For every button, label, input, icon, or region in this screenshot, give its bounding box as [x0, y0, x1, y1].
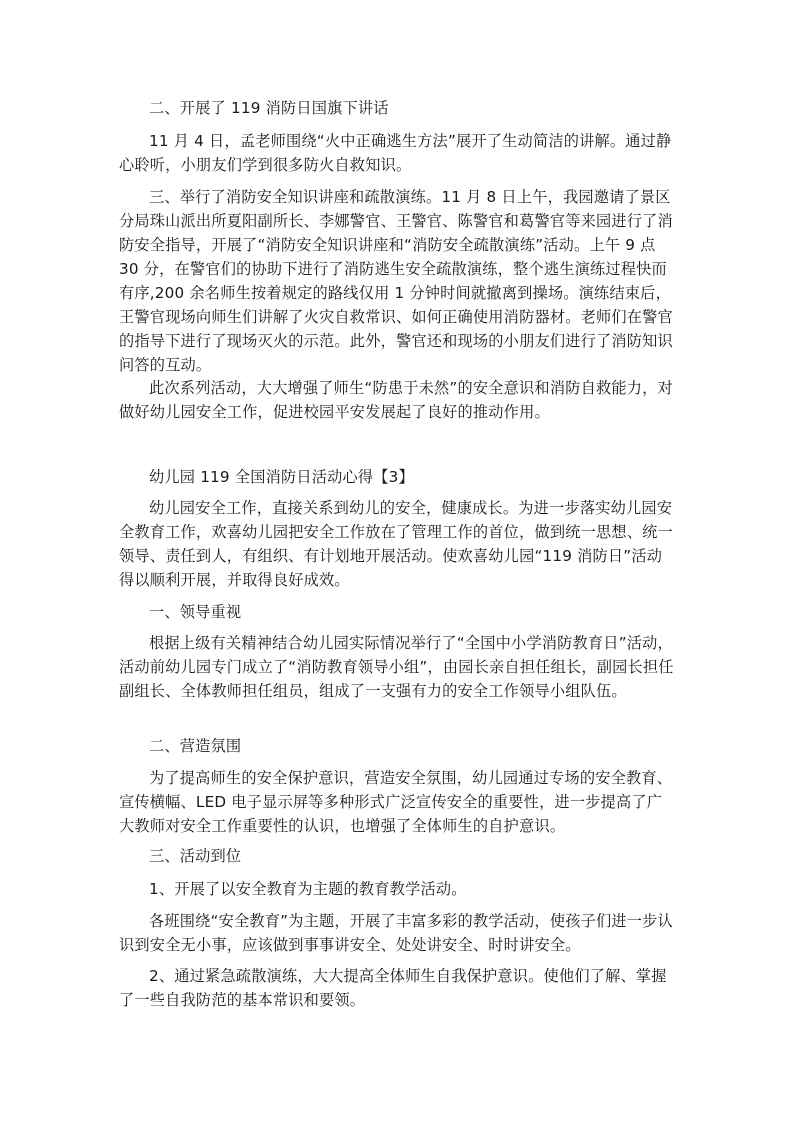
- article-title: 幼儿园 119 全国消防日活动心得【3】: [149, 468, 414, 486]
- section-heading: 二、营造氛围: [149, 737, 242, 755]
- paragraph: 根据上级有关精神结合幼儿园实际情况举行了“全国中小学消防教育日”活动，活动前幼儿园专门成立了“消防教育领导小组”，由园长亲自担任组长，副园长担任副组长、全体教师担任组员，组成了一支强有力的安全工作领导小组队伍。: [119, 634, 674, 700]
- section-heading: 三、活动到位: [149, 847, 242, 865]
- paragraph: 为了提高师生的安全保护意识，营造安全氛围，幼儿园通过专场的安全教育、宣传横幅、LED 电子显示屏等多种形式广泛宣传安全的重要性，进一步提高了广大教师对安全工作重要性的认识，也增强了全体师生的自护意识。: [119, 769, 673, 835]
- section-heading: 一、领导重视: [149, 603, 242, 621]
- list-item: 1、开展了以安全教育为主题的教育教学活动。: [149, 880, 467, 898]
- paragraph: 幼儿园安全工作，直接关系到幼儿的安全，健康成长。为进一步落实幼儿园安全教育工作，欢喜幼儿园把安全工作放在了管理工作的首位，做到统一思想、统一领导、责任到人，有组织、有计划地开展活动。使欢喜幼儿园“119 消防日”活动得以顺利开展，并取得良好成效。: [119, 499, 673, 589]
- section-heading: 二、开展了 119 消防日国旗下讲话: [149, 99, 389, 117]
- paragraph: 11 月 4 日，孟老师围绕“火中正确逃生方法”展开了生动简洁的讲解。通过静心聆听，小朋友们学到很多防火自救知识。: [119, 132, 672, 174]
- paragraph: 各班围绕“安全教育”为主题，开展了丰富多彩的教学活动，使孩子们进一步认识到安全无小事，应该做到事事讲安全、处处讲安全、时时讲安全。: [119, 912, 673, 954]
- paragraph: 2、通过紧急疏散演练，大大提高全体师生自我保护意识。使他们了解、掌握了一些自我防范的基本常识和要领。: [119, 967, 667, 1009]
- paragraph: 三、举行了消防安全知识讲座和疏散演练。11 月 8 日上午，我园邀请了景区分局珠山派出所夏阳副所长、李娜警官、王警官、陈警官和葛警官等来园进行了消防安全指导，开展了“消防安全知识讲座和“消防安全疏散演练”活动。上午 9 点 30 分，在警官们的协助下进行了消防逃生安全疏散演练，整个逃生演练过程快而有序,200 余名师生按着规定的路线仅用 1 分钟时间就撤离到操场。演练结束后，王警官现场向师生们讲解了火灾自救常识、如何正确使用消防器材。老师们在警官的指导下进行了现场灭火的示范。此外，警官还和现场的小朋友们进行了消防知识问答的互动。: [119, 188, 673, 374]
- paragraph: 此次系列活动，大大增强了师生“防患于未然”的安全意识和消防自救能力，对做好幼儿园安全工作，促进校园平安发展起了良好的推动作用。: [119, 379, 673, 421]
